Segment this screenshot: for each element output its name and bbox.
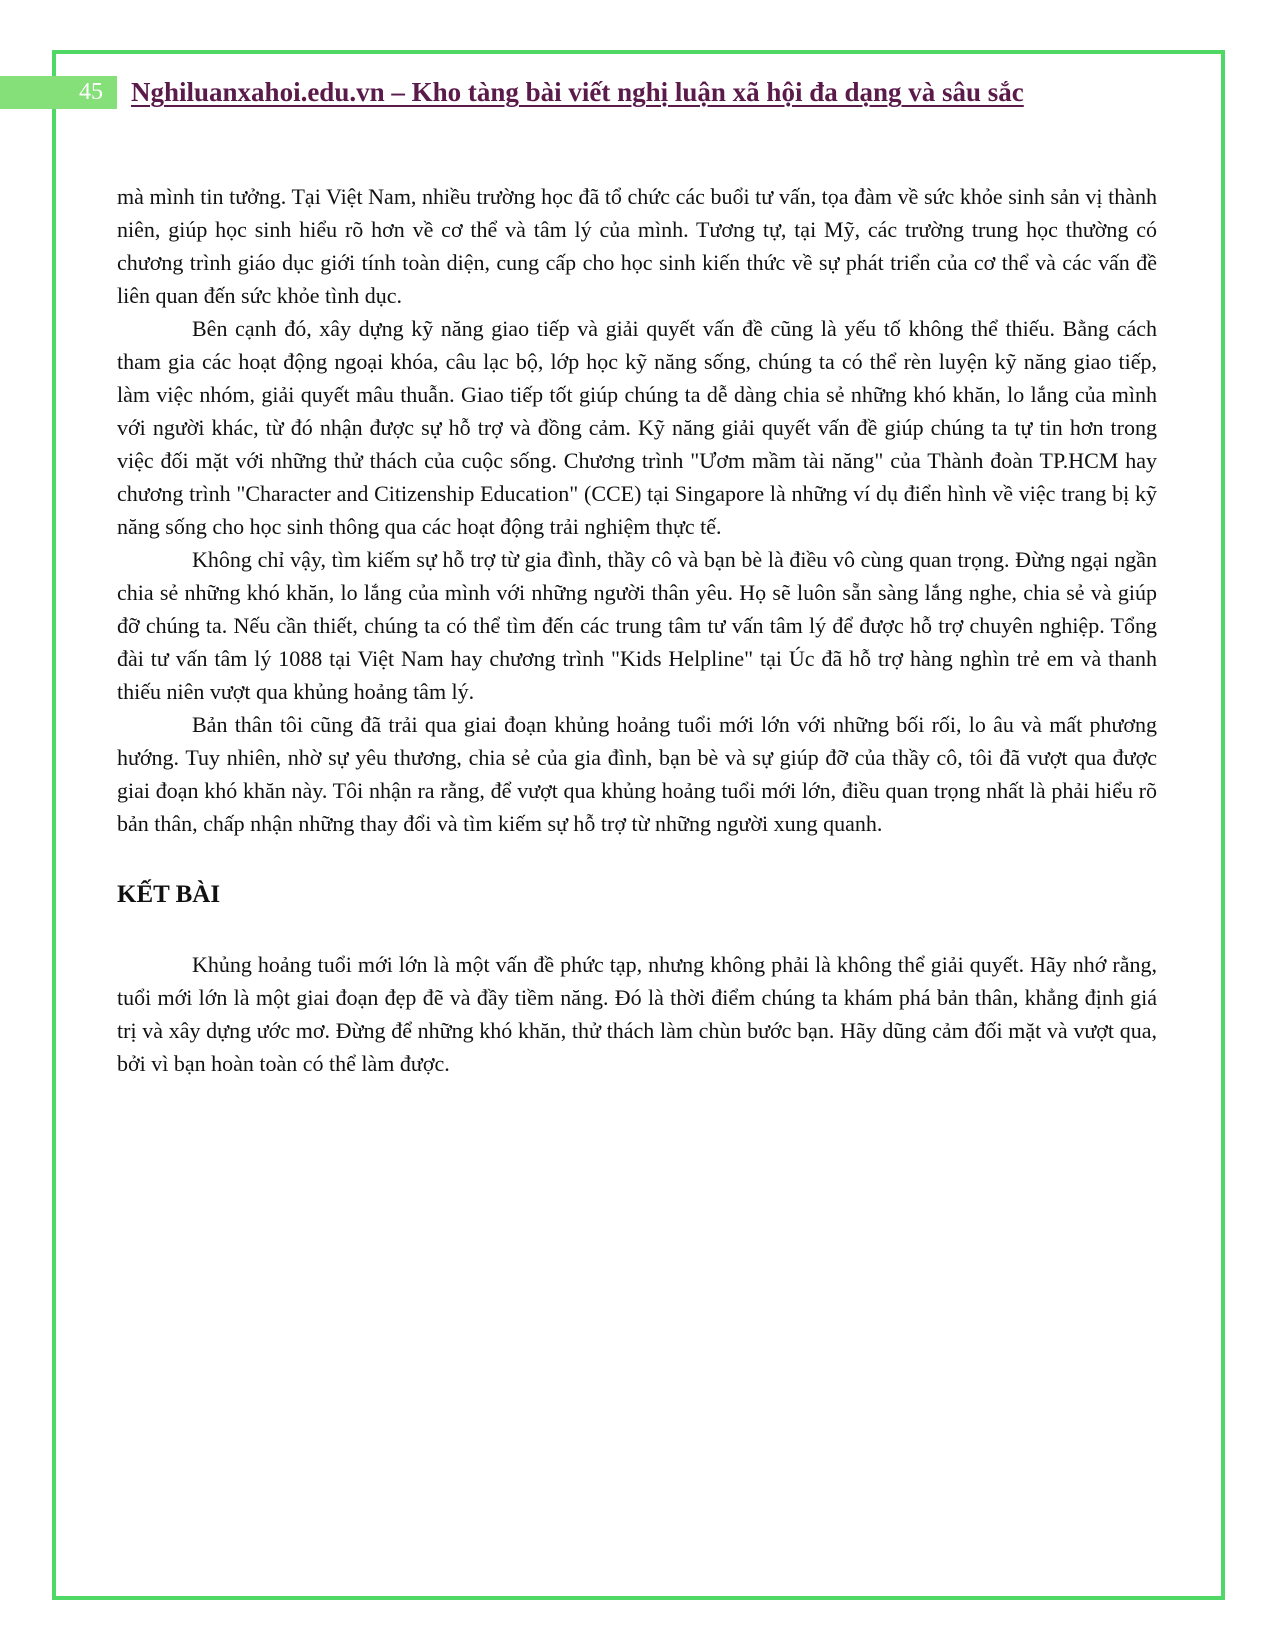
section-heading: KẾT BÀI — [117, 881, 221, 908]
page-number: 45 — [79, 79, 103, 105]
body-paragraph: mà mình tin tưởng. Tại Việt Nam, nhiều trường học đã tổ chức các buổi tư vấn, tọa đàm về sức khỏe sinh sản vị thành niên, giúp học sinh hiểu rõ hơn về cơ thể và tâm lý của mình. Tương tự, tại Mỹ, các trường trung học thường có chương trình giáo dục giới tính toàn diện, cung cấp cho học sinh kiến thức về sự phát triển của cơ thể và các vấn đề liên quan đến sức khỏe tình dục. — [117, 184, 1157, 308]
body-paragraph: Bên cạnh đó, xây dựng kỹ năng giao tiếp và giải quyết vấn đề cũng là yếu tố không thể thiếu. Bằng cách tham gia các hoạt động ngoại khóa, câu lạc bộ, lớp học kỹ năng sống, chúng ta có thể rèn luyện kỹ năng giao tiếp, làm việc nhóm, giải quyết mâu thuẫn. Giao tiếp tốt giúp chúng ta dễ dàng chia sẻ những khó khăn, lo lắng của mình với người khác, từ đó nhận được sự hỗ trợ và đồng cảm. Kỹ năng giải quyết vấn đề giúp chúng ta tự tin hơn trong việc đối mặt với những thử thách của cuộc sống. Chương trình "Ươm mầm tài năng" của Thành đoàn TP.HCM hay chương trình "Character and Citizenship Education" (CCE) tại Singapore là những ví dụ điển hình về việc trang bị kỹ năng sống cho học sinh thông qua các hoạt động trải nghiệm thực tế. — [117, 316, 1157, 539]
document-body — [117, 180, 1157, 1080]
body-paragraph: Khủng hoảng tuổi mới lớn là một vấn đề phức tạp, nhưng không phải là không thể giải quyết. Hãy nhớ rằng, tuổi mới lớn là một giai đoạn đẹp đẽ và đầy tiềm năng. Đó là thời điểm chúng ta khám phá bản thân, khẳng định giá trị và xây dựng ước mơ. Đừng để những khó khăn, thử thách làm chùn bước bạn. Hãy dũng cảm đối mặt và vượt qua, bởi vì bạn hoàn toàn có thể làm được. — [117, 952, 1157, 1076]
page-number-badge — [0, 76, 117, 109]
header-title-link[interactable]: Nghiluanxahoi.edu.vn – Kho tàng bài viết nghị luận xã hội đa dạng và sâu sắc — [131, 77, 1024, 107]
body-paragraph: Không chỉ vậy, tìm kiếm sự hỗ trợ từ gia đình, thầy cô và bạn bè là điều vô cùng quan trọng. Đừng ngại ngần chia sẻ những khó khăn, lo lắng của mình với những người thân yêu. Họ sẽ luôn sẵn sàng lắng nghe, chia sẻ và giúp đỡ chúng ta. Nếu cần thiết, chúng ta có thể tìm đến các trung tâm tư vấn tâm lý để được hỗ trợ chuyên nghiệp. Tổng đài tư vấn tâm lý 1088 tại Việt Nam hay chương trình "Kids Helpline" tại Úc đã hỗ trợ hàng nghìn trẻ em và thanh thiếu niên vượt qua khủng hoảng tâm lý. — [117, 547, 1157, 704]
body-paragraph: Bản thân tôi cũng đã trải qua giai đoạn khủng hoảng tuổi mới lớn với những bối rối, lo âu và mất phương hướng. Tuy nhiên, nhờ sự yêu thương, chia sẻ của gia đình, bạn bè và sự giúp đỡ của thầy cô, tôi đã vượt qua được giai đoạn khó khăn này. Tôi nhận ra rằng, để vượt qua khủng hoảng tuổi mới lớn, điều quan trọng nhất là phải hiểu rõ bản thân, chấp nhận những thay đổi và tìm kiếm sự hỗ trợ từ những người xung quanh. — [117, 712, 1157, 836]
